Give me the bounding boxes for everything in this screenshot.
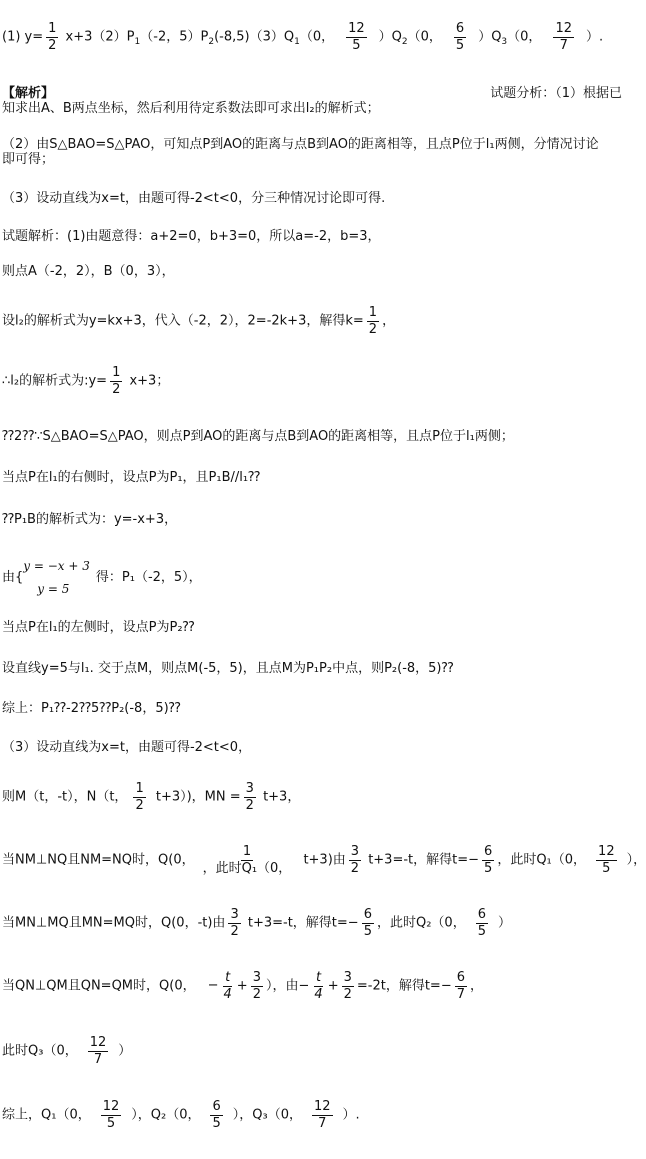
solution-text: 设l₂的解析式为y=kx+3，代入（-2，2），2=-2k+3，解得k= bbox=[2, 313, 364, 329]
solution-text: ， bbox=[382, 313, 396, 329]
solution-text: ， bbox=[470, 978, 484, 994]
fraction: $\frac{6}{5}$ bbox=[484, 844, 493, 876]
solution-text: =-2t，解得t= bbox=[356, 978, 441, 994]
solution-text: ，此时Q₂（0， bbox=[376, 915, 466, 931]
solution-text: ，此时Q₁（0， bbox=[497, 852, 587, 868]
analysis-line: 即可得； bbox=[2, 152, 55, 167]
solution-text: 综上，Q₁（0， bbox=[2, 1107, 91, 1123]
solution-text: 得：P₁（-2，5）， bbox=[95, 570, 202, 585]
minus-sign: − bbox=[347, 915, 359, 931]
minus-sign: − bbox=[207, 978, 219, 994]
solution-line bbox=[2, 971, 628, 1001]
answer-text: (-8,5)（3）Q bbox=[214, 29, 295, 45]
minus-sign: − bbox=[440, 978, 452, 994]
solution-text: t+3）)，MN = bbox=[151, 789, 241, 805]
solution-line bbox=[2, 1100, 628, 1130]
solution-text: 则M（t，-t），N（t， bbox=[2, 789, 128, 805]
fraction: $\frac{3}{2}$ bbox=[350, 844, 360, 876]
fraction: $\frac{3}{2}$ bbox=[252, 970, 261, 1002]
solution-text: ），Q₂（0， bbox=[131, 1107, 201, 1123]
solution-line: （3）设动直线为x=t，由题可得-2<t<0， bbox=[2, 740, 252, 755]
minus-sign: − bbox=[298, 978, 310, 994]
analysis-line: （3）设动直线为x=t，由题可得-2<t<0，分三种情况讨论即可得. bbox=[2, 191, 386, 206]
solution-text: t+3=-t，解得t= bbox=[243, 915, 348, 931]
solution-line bbox=[2, 1036, 628, 1066]
answer-text: ）Q bbox=[478, 29, 502, 45]
answer-text: （0， bbox=[407, 29, 442, 45]
subscript: 1 bbox=[134, 37, 141, 48]
fraction: $\frac{3}{2}$ bbox=[343, 970, 352, 1002]
fraction: $\frac{12}{5}$ bbox=[102, 1099, 120, 1131]
answer-text: x+3（2）P bbox=[61, 29, 135, 45]
solution-text: ）. bbox=[342, 1107, 360, 1123]
solution-text: t+3)由 bbox=[299, 852, 346, 868]
solution-line: ⁇P₁B的解析式为：y=-x+3， bbox=[2, 512, 178, 527]
fraction: $\frac{1}{2}$ bbox=[112, 365, 121, 397]
solution-line: 则点A（-2，2），B（0，3）， bbox=[2, 264, 175, 279]
fraction: $\frac{12}{7}$ bbox=[555, 21, 572, 53]
solution-text: 当QN⊥QM且QN=QM时，Q(0， bbox=[2, 978, 196, 994]
solution-line bbox=[2, 306, 628, 336]
fraction: $\frac{1}{2}$ bbox=[368, 305, 378, 337]
solution-text: 当NM⊥NQ且NM=NQ时，Q(0， bbox=[2, 852, 195, 868]
solution-text: 此时Q₃（0， bbox=[2, 1043, 78, 1059]
solution-text: 由{ bbox=[2, 570, 24, 585]
subscript: 3 bbox=[501, 37, 508, 48]
analysis-line: （2）由S△BAO=S△PAO，可知点P到AO的距离与点B到AO的距离相等，且点P位于l₁两侧，分情况讨论 bbox=[2, 137, 599, 152]
equation-system: y = −x + 3 y = 5 bbox=[23, 559, 90, 596]
fraction: $\frac{6}{5}$ bbox=[212, 1099, 221, 1131]
solution-text: ） bbox=[118, 1043, 132, 1059]
solution-line bbox=[2, 555, 628, 601]
fraction: $\frac{6}{5}$ bbox=[455, 21, 465, 53]
solution-text: ） bbox=[497, 915, 511, 931]
fraction: $\frac{1}{\text{，此时Q₁（0，}}$ bbox=[202, 844, 292, 876]
analysis-intro: 试题分析：（1）根据已 bbox=[490, 86, 622, 101]
fraction: $\frac{3}{2}$ bbox=[230, 907, 239, 939]
solution-line: 试题解析：(1)由题意得：a+2=0，b+3=0，所以a=-2，b=3， bbox=[2, 229, 381, 244]
plus-sign: + bbox=[327, 978, 339, 994]
solution-text: ），由 bbox=[265, 978, 299, 994]
minus-sign: − bbox=[468, 852, 480, 868]
answer-text: （-2，5）P bbox=[140, 29, 209, 45]
solution-text: ∴l₂的解析式为:y= bbox=[2, 373, 108, 389]
answer-text: （0， bbox=[507, 29, 542, 45]
solution-line bbox=[2, 844, 646, 876]
solution-line bbox=[2, 908, 628, 938]
analysis-line: 知求出A、B两点坐标，然后利用待定系数法即可求出l₂的解析式； bbox=[2, 101, 380, 116]
fraction: $\frac{t}{4}$ bbox=[223, 970, 232, 1002]
fraction: $\frac{6}{5}$ bbox=[363, 907, 372, 939]
fraction: $\frac{6}{5}$ bbox=[477, 907, 486, 939]
solution-line: ⁇2⁇∵S△BAO=S△PAO，则点P到AO的距离与点B到AO的距离相等，且点P位于l₁两侧； bbox=[2, 429, 514, 444]
answer-text: ）. bbox=[585, 29, 604, 45]
subscript: 1 bbox=[294, 37, 300, 48]
solution-line: 综上：P₁⁇-2⁇5⁇P₂(-8，5)⁇ bbox=[2, 701, 181, 716]
solution-line: 设直线y=5与l₁. 交于点M，则点M(-5，5)，且点M为P₁P₂中点，则P₂(-8，5)⁇ bbox=[2, 661, 454, 676]
solution-line bbox=[2, 366, 628, 396]
solution-text: 当MN⊥MQ且MN=MQ时，Q(0，-t)由 bbox=[2, 915, 226, 931]
fraction: $\frac{1}{2}$ bbox=[135, 781, 144, 813]
solution-text: t+3=-t，解得t= bbox=[364, 852, 469, 868]
fraction: $\frac{12}{7}$ bbox=[313, 1099, 331, 1131]
subscript: 2 bbox=[208, 37, 215, 48]
fraction: $\frac{6}{7}$ bbox=[456, 970, 466, 1002]
solution-line bbox=[2, 782, 628, 812]
answer-text: ）Q bbox=[378, 29, 402, 45]
fraction: $\frac{t}{4}$ bbox=[314, 970, 323, 1002]
analysis-label: 【解析】 bbox=[2, 86, 55, 101]
plus-sign: + bbox=[236, 978, 248, 994]
solution-text: x+3； bbox=[125, 373, 170, 389]
solution-text: ）， bbox=[626, 852, 646, 868]
fraction: $\frac{12}{7}$ bbox=[89, 1035, 107, 1067]
fraction: $\frac{12}{5}$ bbox=[348, 21, 365, 53]
fraction: $\frac{1}{2}$ bbox=[48, 21, 57, 53]
answer-text: (1) y= bbox=[2, 29, 44, 45]
subscript: 2 bbox=[401, 37, 408, 48]
fraction: $\frac{12}{5}$ bbox=[598, 844, 615, 876]
analysis-header bbox=[2, 86, 628, 102]
solution-line: 当点P在l₁的右侧时，设点P为P₁，且P₁B//l₁⁇ bbox=[2, 470, 261, 485]
answer-text: （0， bbox=[299, 29, 335, 45]
fraction: $\frac{3}{2}$ bbox=[245, 781, 254, 813]
solution-line: 当点P在l₁的左侧时，设点P为P₂⁇ bbox=[2, 620, 195, 635]
solution-text: ），Q₃（0， bbox=[232, 1107, 302, 1123]
solution-text: t+3， bbox=[258, 789, 301, 805]
answer-line bbox=[2, 22, 628, 52]
